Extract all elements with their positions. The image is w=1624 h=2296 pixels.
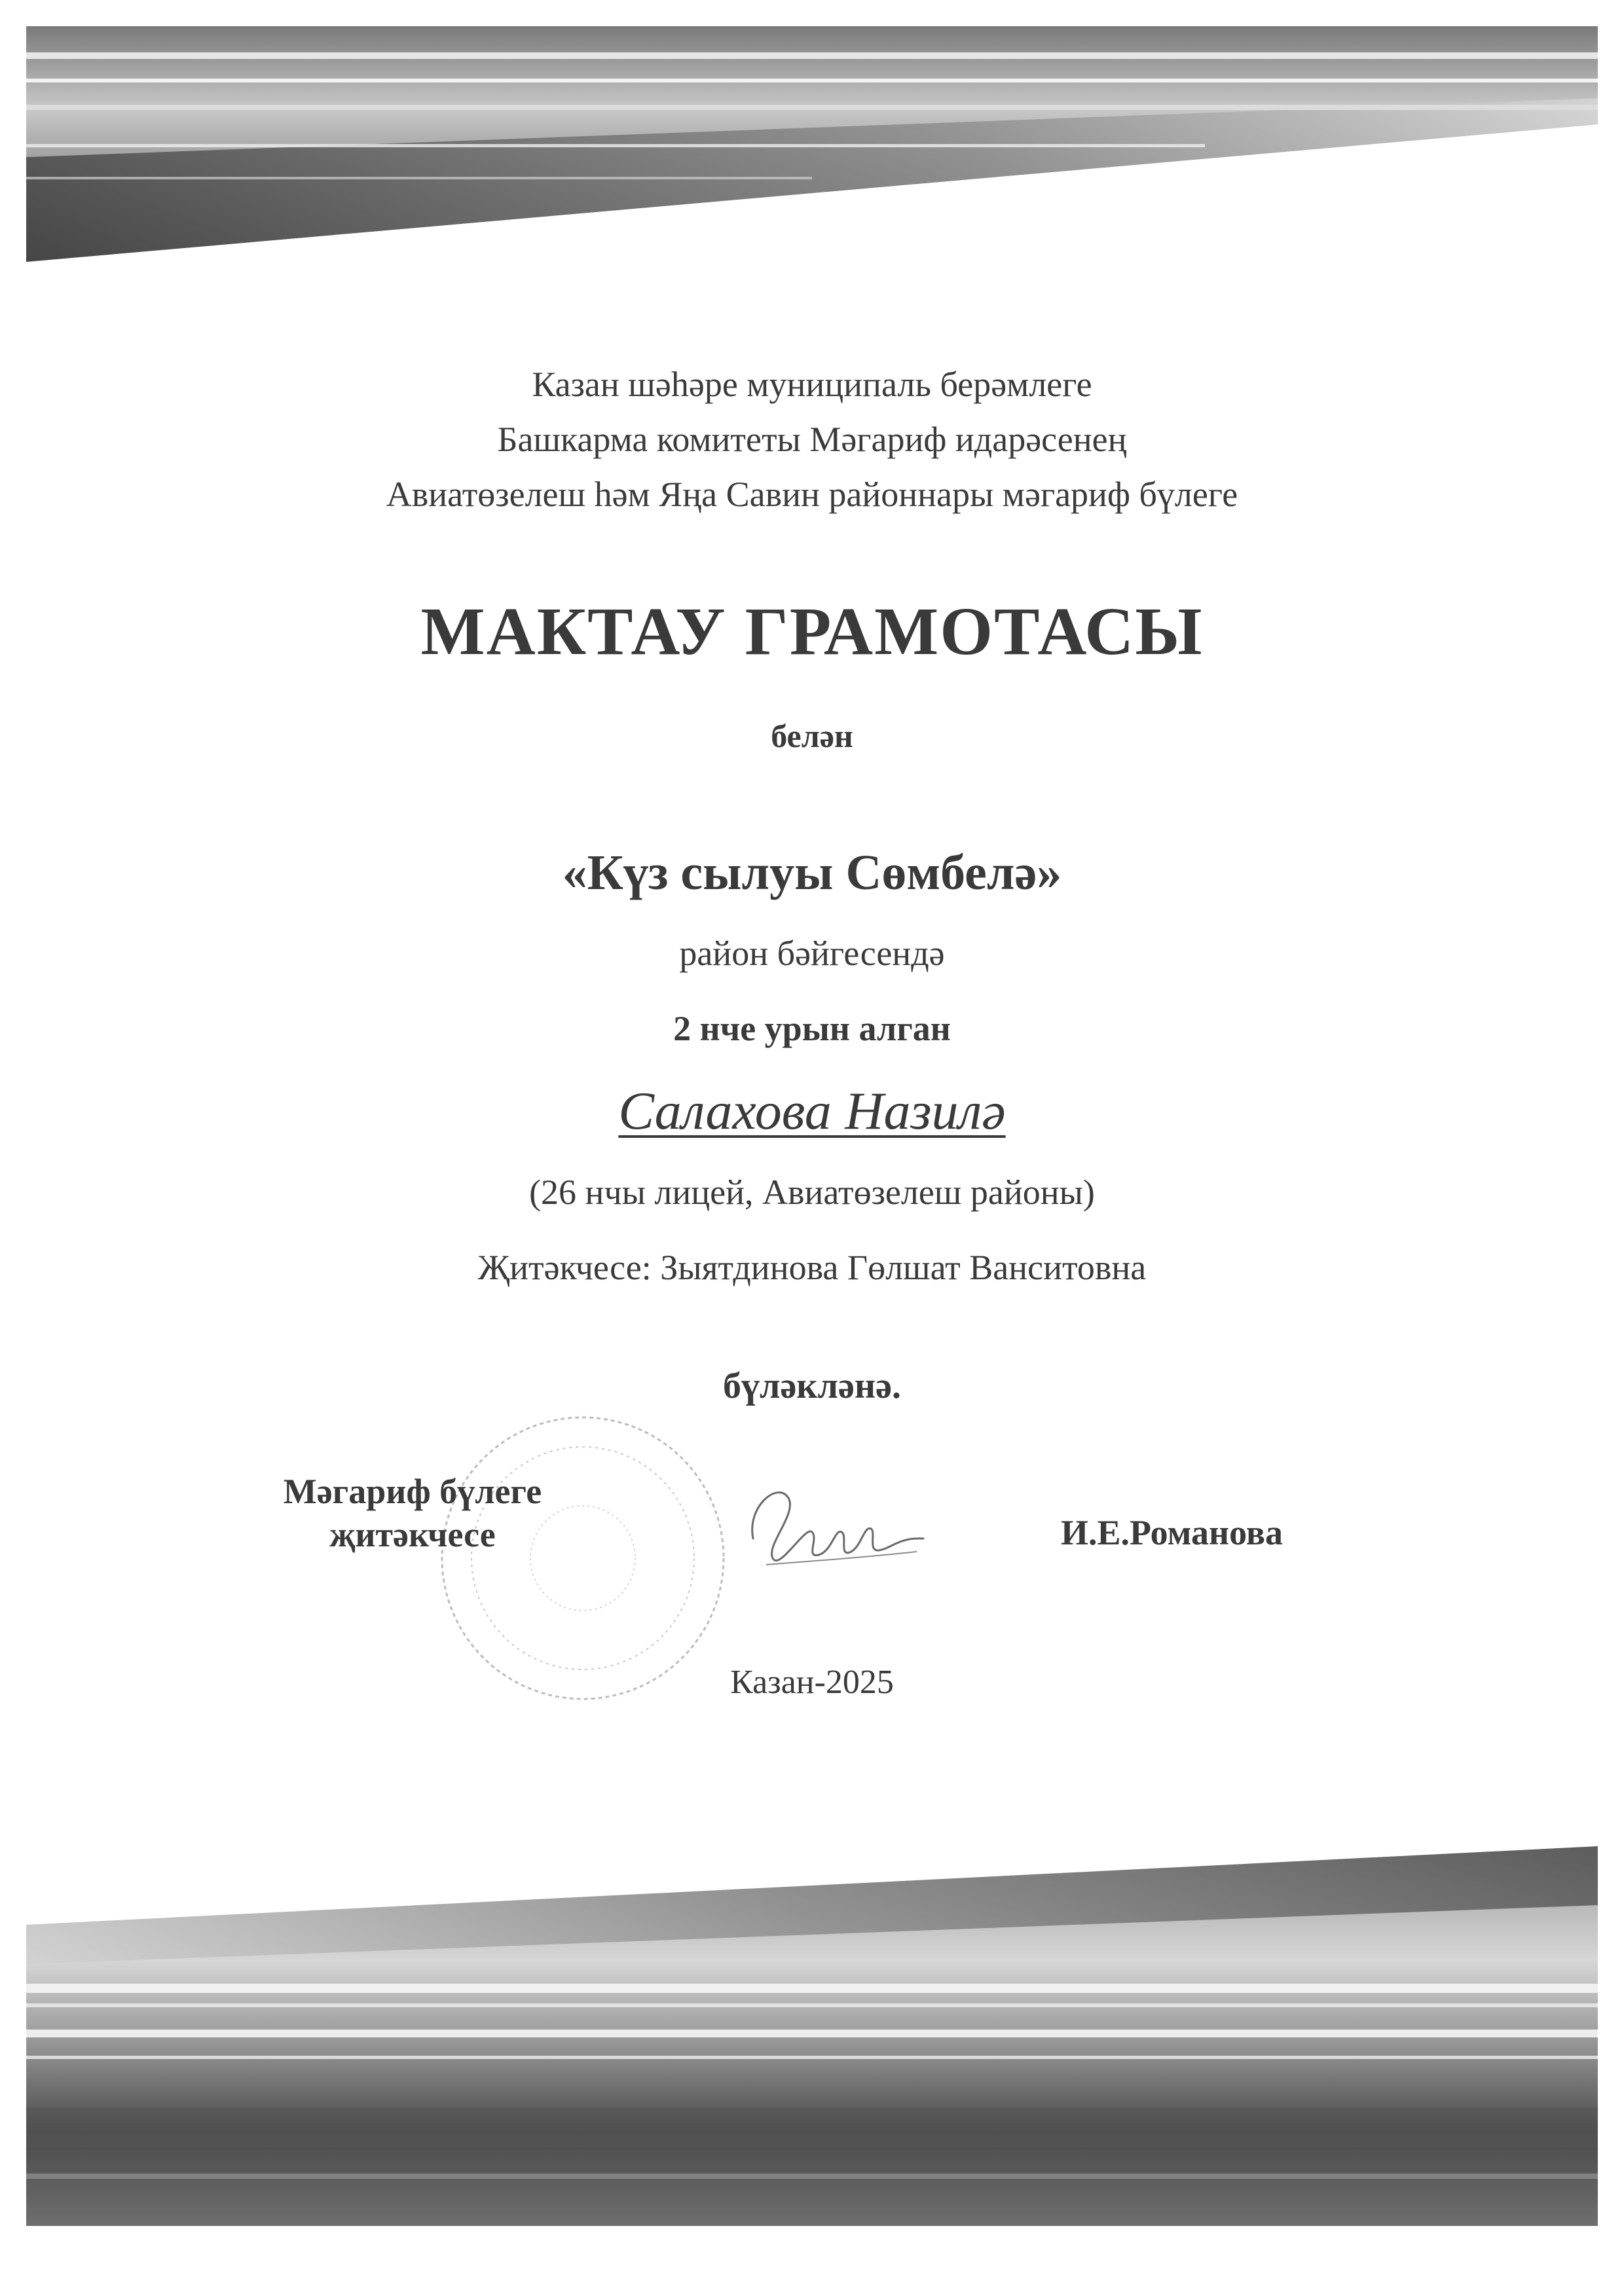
contest-type: район бәйгесендә bbox=[679, 934, 945, 973]
awardee-name-line bbox=[0, 1080, 1624, 1142]
supervisor-info: Җитәкчесе: Зыятдинова Гөлшат Ванситовна bbox=[477, 1248, 1147, 1287]
awarded-word: бүләкләнә. bbox=[723, 1366, 901, 1406]
signatory-position-line-2: җитәкчесе bbox=[329, 1515, 496, 1554]
bottom-decorative-band bbox=[0, 1833, 1624, 2239]
signatory-position-line-1: Мәгариф бүлеге bbox=[283, 1472, 542, 1511]
place-and-year: Казан-2025 bbox=[730, 1664, 894, 1701]
organization-line-2: Башкарма комитеты Мәгариф идарәсенең bbox=[497, 420, 1127, 459]
organization-header bbox=[0, 357, 1624, 522]
awardee-name: Салахова Назилә bbox=[618, 1081, 1006, 1140]
signatory-position bbox=[242, 1470, 583, 1556]
organization-line-3: Авиатөзелеш һәм Яңа Савин районнары мәгариф бүлеге bbox=[386, 475, 1238, 514]
with-word: белән bbox=[771, 718, 853, 754]
handwritten-signature bbox=[727, 1467, 936, 1584]
place-taken: 2 нче урын алган bbox=[673, 1009, 951, 1048]
contest-name: «Күз сылуы Сөмбелә» bbox=[562, 845, 1062, 900]
school-info: (26 нчы лицей, Авиатөзелеш районы) bbox=[529, 1173, 1095, 1212]
organization-line-1: Казан шәһәре муниципаль берәмлеге bbox=[532, 365, 1092, 404]
top-decorative-band bbox=[0, 26, 1624, 275]
signatory-name: И.Е.Романова bbox=[1061, 1513, 1283, 1552]
certificate-title: МАКТАУ ГРАМОТАСЫ bbox=[420, 594, 1204, 669]
